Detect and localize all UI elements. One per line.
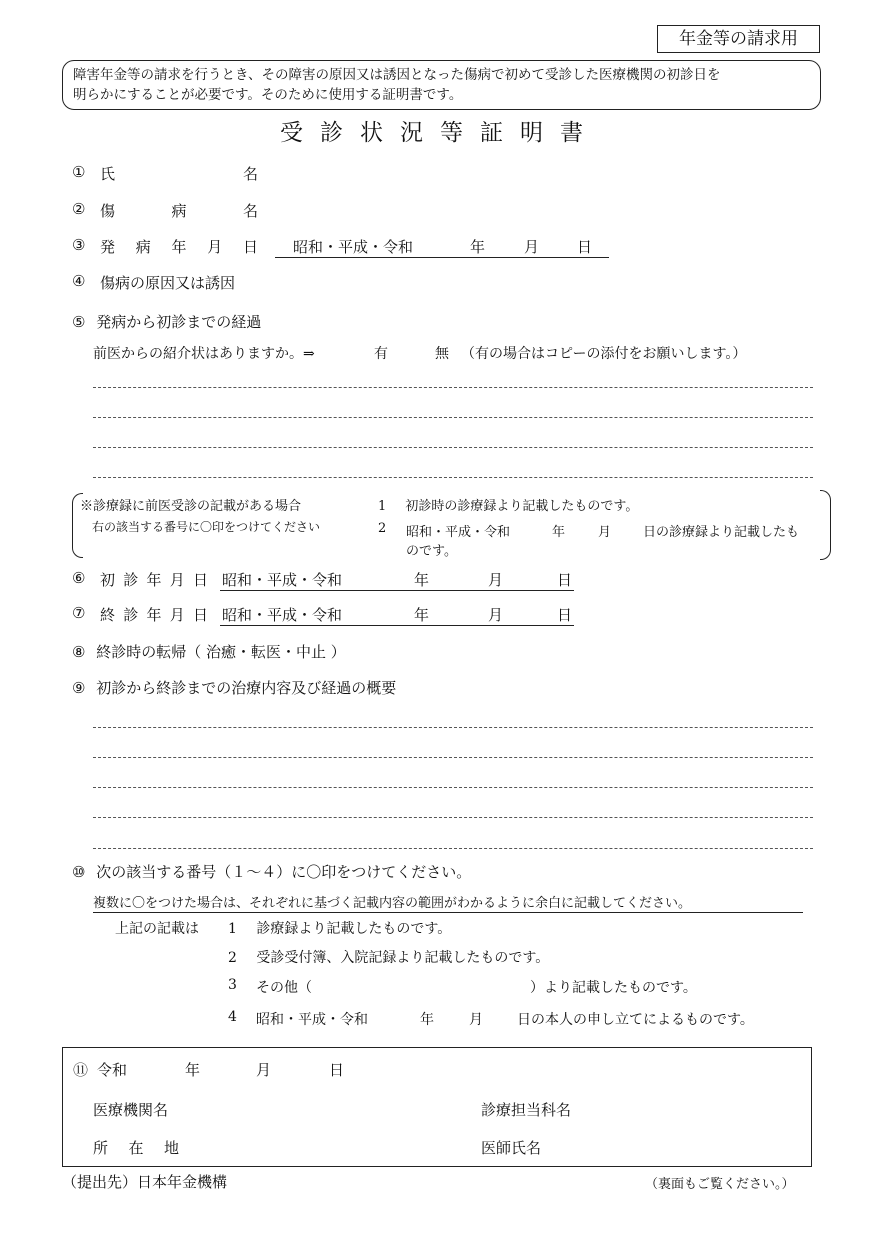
label-char: 初	[100, 571, 116, 589]
source-note: 複数に〇をつけた場合は、それぞれに基づく記載内容の範囲がわかるように余白に記載してください。	[93, 892, 803, 913]
label-char: 終	[100, 606, 116, 624]
purpose-label: 年金等の請求用	[657, 25, 820, 53]
label-char: 月	[169, 606, 185, 624]
item-number: ④	[72, 272, 86, 290]
label-char: 日	[192, 606, 208, 624]
referral-row	[93, 343, 793, 363]
item-number: ⑪	[73, 1061, 89, 1079]
label-char: 年	[171, 238, 187, 256]
year-label: 年	[185, 1061, 201, 1079]
source-option-4[interactable]	[228, 1009, 788, 1029]
era-options[interactable]: 昭和・平成・令和	[406, 525, 511, 540]
year-label: 年	[414, 571, 430, 589]
last-visit-date-field[interactable]	[220, 604, 574, 626]
first-visit-date-field[interactable]	[220, 569, 574, 591]
cause-field[interactable]	[261, 272, 609, 293]
option-number[interactable]: 1	[378, 499, 387, 514]
treatment-writing-line[interactable]	[93, 848, 813, 849]
treatment-writing-line[interactable]	[93, 817, 813, 818]
label-char: 日	[242, 238, 258, 256]
option-text: その他（	[256, 980, 312, 996]
item-course	[72, 311, 261, 332]
note-option-1[interactable]	[378, 495, 638, 514]
referral-question: 前医からの紹介状はありますか。⇒	[93, 346, 315, 362]
course-label: 発病から初診までの経過	[96, 313, 262, 331]
label-char: 地	[163, 1139, 179, 1157]
item-source	[72, 861, 471, 882]
year-label: 年	[420, 1012, 434, 1028]
label-char: 所	[93, 1139, 109, 1157]
day-label: 日	[329, 1061, 345, 1079]
note-left-1: ※診療録に前医受診の記載がある場合	[80, 499, 302, 514]
referral-note: （有の場合はコピーの添付をお願いします。）	[461, 346, 747, 362]
option-text: ）より記載したものです。	[530, 980, 697, 996]
treatment-writing-line[interactable]	[93, 787, 813, 788]
notice-line-1: 障害年金等の請求を行うとき、その障害の原因又は誘因となった傷病で初めて受診した医療機関の初診日を	[73, 67, 721, 83]
month-label: 月	[469, 1012, 483, 1028]
era-options[interactable]: 昭和・平成・令和	[256, 1012, 368, 1028]
option-text: 日の本人の申し立てによるものです。	[517, 1012, 754, 1028]
label-char: 在	[128, 1139, 144, 1157]
source-lead: 上記の記載は	[115, 921, 199, 937]
source-option-2[interactable]	[228, 947, 549, 967]
issue-date[interactable]	[73, 1059, 373, 1079]
item-first-visit	[72, 569, 592, 591]
option-number[interactable]: 1	[228, 921, 237, 937]
item-name	[72, 163, 612, 185]
option-number[interactable]: 2	[378, 521, 387, 536]
month-label: 月	[488, 606, 504, 624]
notice-line-2: 明らかにすることが必要です。そのために使用する証明書です。	[73, 87, 463, 103]
day-label: 日	[557, 606, 573, 624]
item-number: ⑨	[72, 679, 86, 697]
item-outcome	[72, 641, 346, 662]
item-cause	[72, 272, 612, 294]
year-label: 年	[552, 525, 566, 540]
item-number: ①	[72, 163, 86, 181]
option-text: 診療録より記載したものです。	[256, 921, 452, 937]
see-back-note: （裏面もご覧ください。）	[645, 1177, 795, 1192]
treatment-writing-line[interactable]	[93, 757, 813, 758]
course-writing-line[interactable]	[93, 477, 813, 478]
page-title: 受診状況等証明書	[280, 120, 600, 146]
item-number: ⑩	[72, 863, 86, 881]
source-option-1[interactable]	[228, 918, 451, 938]
label-char: 日	[192, 571, 208, 589]
label-char: 年	[146, 571, 162, 589]
label-char: 傷	[100, 202, 116, 220]
item-last-visit	[72, 604, 592, 626]
submit-to: （提出先）日本年金機構	[62, 1173, 228, 1191]
label-char: 病	[171, 202, 187, 220]
day-label: 日	[577, 238, 593, 256]
treatment-writing-line[interactable]	[93, 727, 813, 728]
referral-yes-option[interactable]: 有	[374, 346, 388, 362]
label-char: 診	[123, 571, 139, 589]
item-number: ⑤	[72, 313, 86, 331]
label-char: 名	[242, 202, 258, 220]
label-char: 氏	[100, 165, 116, 183]
source-option-3[interactable]	[228, 977, 728, 997]
option-number[interactable]: 2	[228, 950, 237, 966]
treatment-label: 初診から終診までの治療内容及び経過の概要	[96, 679, 397, 697]
label-char: 病	[135, 238, 151, 256]
item-number: ⑥	[72, 569, 86, 587]
month-label: 月	[524, 238, 540, 256]
source-label: 次の該当する番号（１～４）に〇印をつけてください。	[96, 863, 472, 881]
era-options[interactable]: 昭和・平成・令和	[293, 238, 414, 256]
item-number: ⑧	[72, 643, 86, 661]
disease-field[interactable]	[275, 200, 609, 221]
option-text: 初診時の診療録より記載したものです。	[405, 499, 639, 514]
onset-date-field[interactable]	[275, 236, 609, 258]
doctor-name-label: 医師氏名	[481, 1139, 542, 1157]
label-char: 月	[207, 238, 223, 256]
item-number: ⑦	[72, 604, 86, 622]
notice-box	[62, 60, 821, 110]
referral-no-option[interactable]: 無	[435, 346, 449, 362]
month-label: 月	[488, 571, 504, 589]
outcome-options[interactable]: 終診時の転帰（ 治癒・転医・中止 ）	[96, 643, 346, 661]
day-label: 日	[557, 571, 573, 589]
label-char: 名	[242, 165, 258, 183]
course-writing-line[interactable]	[93, 387, 813, 388]
course-writing-line[interactable]	[93, 447, 813, 448]
label-char: 発	[100, 238, 116, 256]
item-number: ②	[72, 200, 86, 218]
label-char: 診	[123, 606, 139, 624]
option-text: 日の診療録より記載したも	[643, 525, 800, 540]
option-text: のです。	[406, 544, 457, 559]
item-disease	[72, 200, 612, 222]
label-char: 月	[169, 571, 185, 589]
course-writing-line[interactable]	[93, 417, 813, 418]
address-label	[93, 1137, 179, 1158]
item-number: ③	[72, 236, 86, 254]
month-label: 月	[598, 525, 612, 540]
name-field[interactable]	[275, 163, 609, 184]
issuer-box	[62, 1047, 812, 1167]
year-label: 年	[470, 238, 486, 256]
item-onset	[72, 236, 612, 258]
option-text: 受診受付簿、入院記録より記載したものです。	[256, 950, 550, 966]
note-left-2: 右の該当する番号に〇印をつけてください	[92, 520, 321, 534]
cause-label: 傷病の原因又は誘因	[100, 274, 236, 292]
option-number[interactable]: 3	[228, 977, 237, 993]
institution-name-label: 医療機関名	[93, 1101, 169, 1119]
option-number[interactable]: 4	[228, 1009, 237, 1025]
note-option-2[interactable]	[378, 521, 823, 563]
era-options[interactable]: 昭和・平成・令和	[222, 606, 343, 624]
item-treatment	[72, 677, 396, 698]
era-label: 令和	[97, 1061, 128, 1079]
month-label: 月	[256, 1061, 272, 1079]
era-options[interactable]: 昭和・平成・令和	[222, 571, 343, 589]
department-label: 診療担当科名	[481, 1101, 572, 1119]
label-char: 年	[146, 606, 162, 624]
year-label: 年	[414, 606, 430, 624]
